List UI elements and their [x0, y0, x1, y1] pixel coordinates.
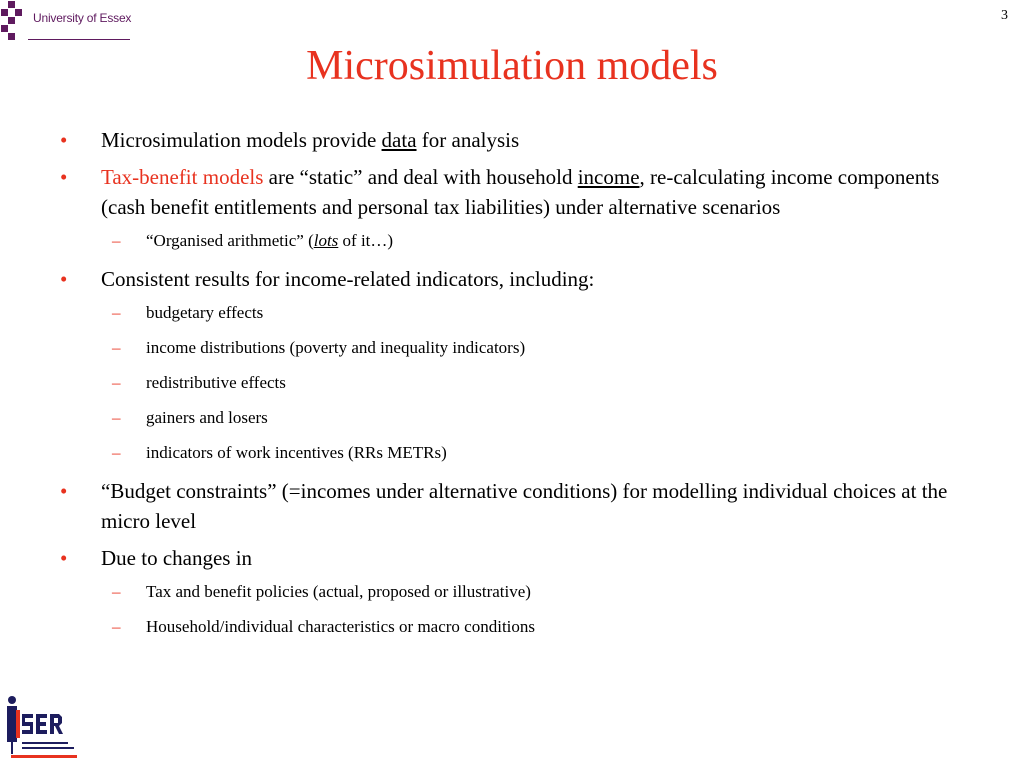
- sub-bullet-text: income distributions (poverty and inequality indicators): [146, 338, 526, 357]
- sub-bullet-item: [60, 301, 968, 324]
- sub-bullet-marker: –: [112, 582, 121, 601]
- bullet-text: Consistent results for income-related indicators, including:: [101, 267, 595, 291]
- sub-bullet-marker: –: [112, 373, 121, 392]
- highlight-text: Tax-benefit models: [101, 165, 264, 189]
- sub-bullet-marker: –: [112, 338, 121, 357]
- sub-bullet-item: [60, 406, 968, 429]
- bullet-text: “Budget constraints” (=incomes under alternative conditions) for modelling individual choices at the micro level: [101, 479, 948, 533]
- sub-bullet-text: gainers and losers: [146, 408, 268, 427]
- sub-bullet-marker: –: [112, 443, 121, 462]
- essex-logo-squares-icon: [0, 0, 22, 44]
- bullet-item: [60, 162, 968, 222]
- bullet-text: Due to changes in: [101, 546, 253, 570]
- bullet-marker: •: [60, 165, 68, 189]
- iser-logo-icon: [0, 690, 80, 762]
- sub-bullet-marker: –: [112, 408, 121, 427]
- sub-bullet-text: indicators of work incentives (RRs METRs): [146, 443, 447, 462]
- page-number: 3: [1001, 8, 1008, 23]
- sub-bullet-item: [60, 441, 968, 464]
- sub-bullet-item: [60, 229, 968, 252]
- sub-bullet-text: “Organised arithmetic” (lots of it…): [146, 231, 394, 250]
- income-link[interactable]: income: [577, 165, 640, 189]
- bullet-text: Microsimulation models provide data for analysis: [101, 128, 520, 152]
- essex-logo-text: University of Essex: [33, 11, 132, 25]
- sub-bullet-marker: –: [112, 617, 121, 636]
- bullet-item: [60, 125, 968, 155]
- bullet-list: [60, 125, 968, 650]
- sub-bullet-text: redistributive effects: [146, 373, 286, 392]
- sub-bullet-item: [60, 336, 968, 359]
- university-of-essex-logo: [0, 0, 130, 44]
- iser-logo: [0, 690, 80, 762]
- sub-bullet-text: budgetary effects: [146, 303, 264, 322]
- bullet-marker: •: [60, 479, 68, 503]
- sub-bullet-text: Tax and benefit policies (actual, proposed or illustrative): [146, 582, 531, 601]
- sub-bullet-item: [60, 371, 968, 394]
- bullet-marker: •: [60, 267, 68, 291]
- bullet-item: [60, 543, 968, 573]
- data-link[interactable]: data: [381, 128, 417, 152]
- lots-emphasis: lots: [313, 231, 339, 250]
- sub-bullet-item: [60, 580, 968, 603]
- bullet-text: Tax-benefit models are “static” and deal with household income, re-calculating income components (cash benefit entitlements and personal tax liabilities) under alternative scenarios: [101, 165, 940, 219]
- sub-bullet-marker: –: [112, 303, 121, 322]
- bullet-item: [60, 264, 968, 294]
- bullet-marker: •: [60, 546, 68, 570]
- sub-bullet-item: [60, 615, 968, 638]
- slide-title: Microsimulation models: [306, 43, 718, 89]
- bullet-item: [60, 476, 968, 536]
- sub-bullet-marker: –: [112, 231, 121, 250]
- bullet-marker: •: [60, 128, 68, 152]
- sub-bullet-text: Household/individual characteristics or macro conditions: [146, 617, 536, 636]
